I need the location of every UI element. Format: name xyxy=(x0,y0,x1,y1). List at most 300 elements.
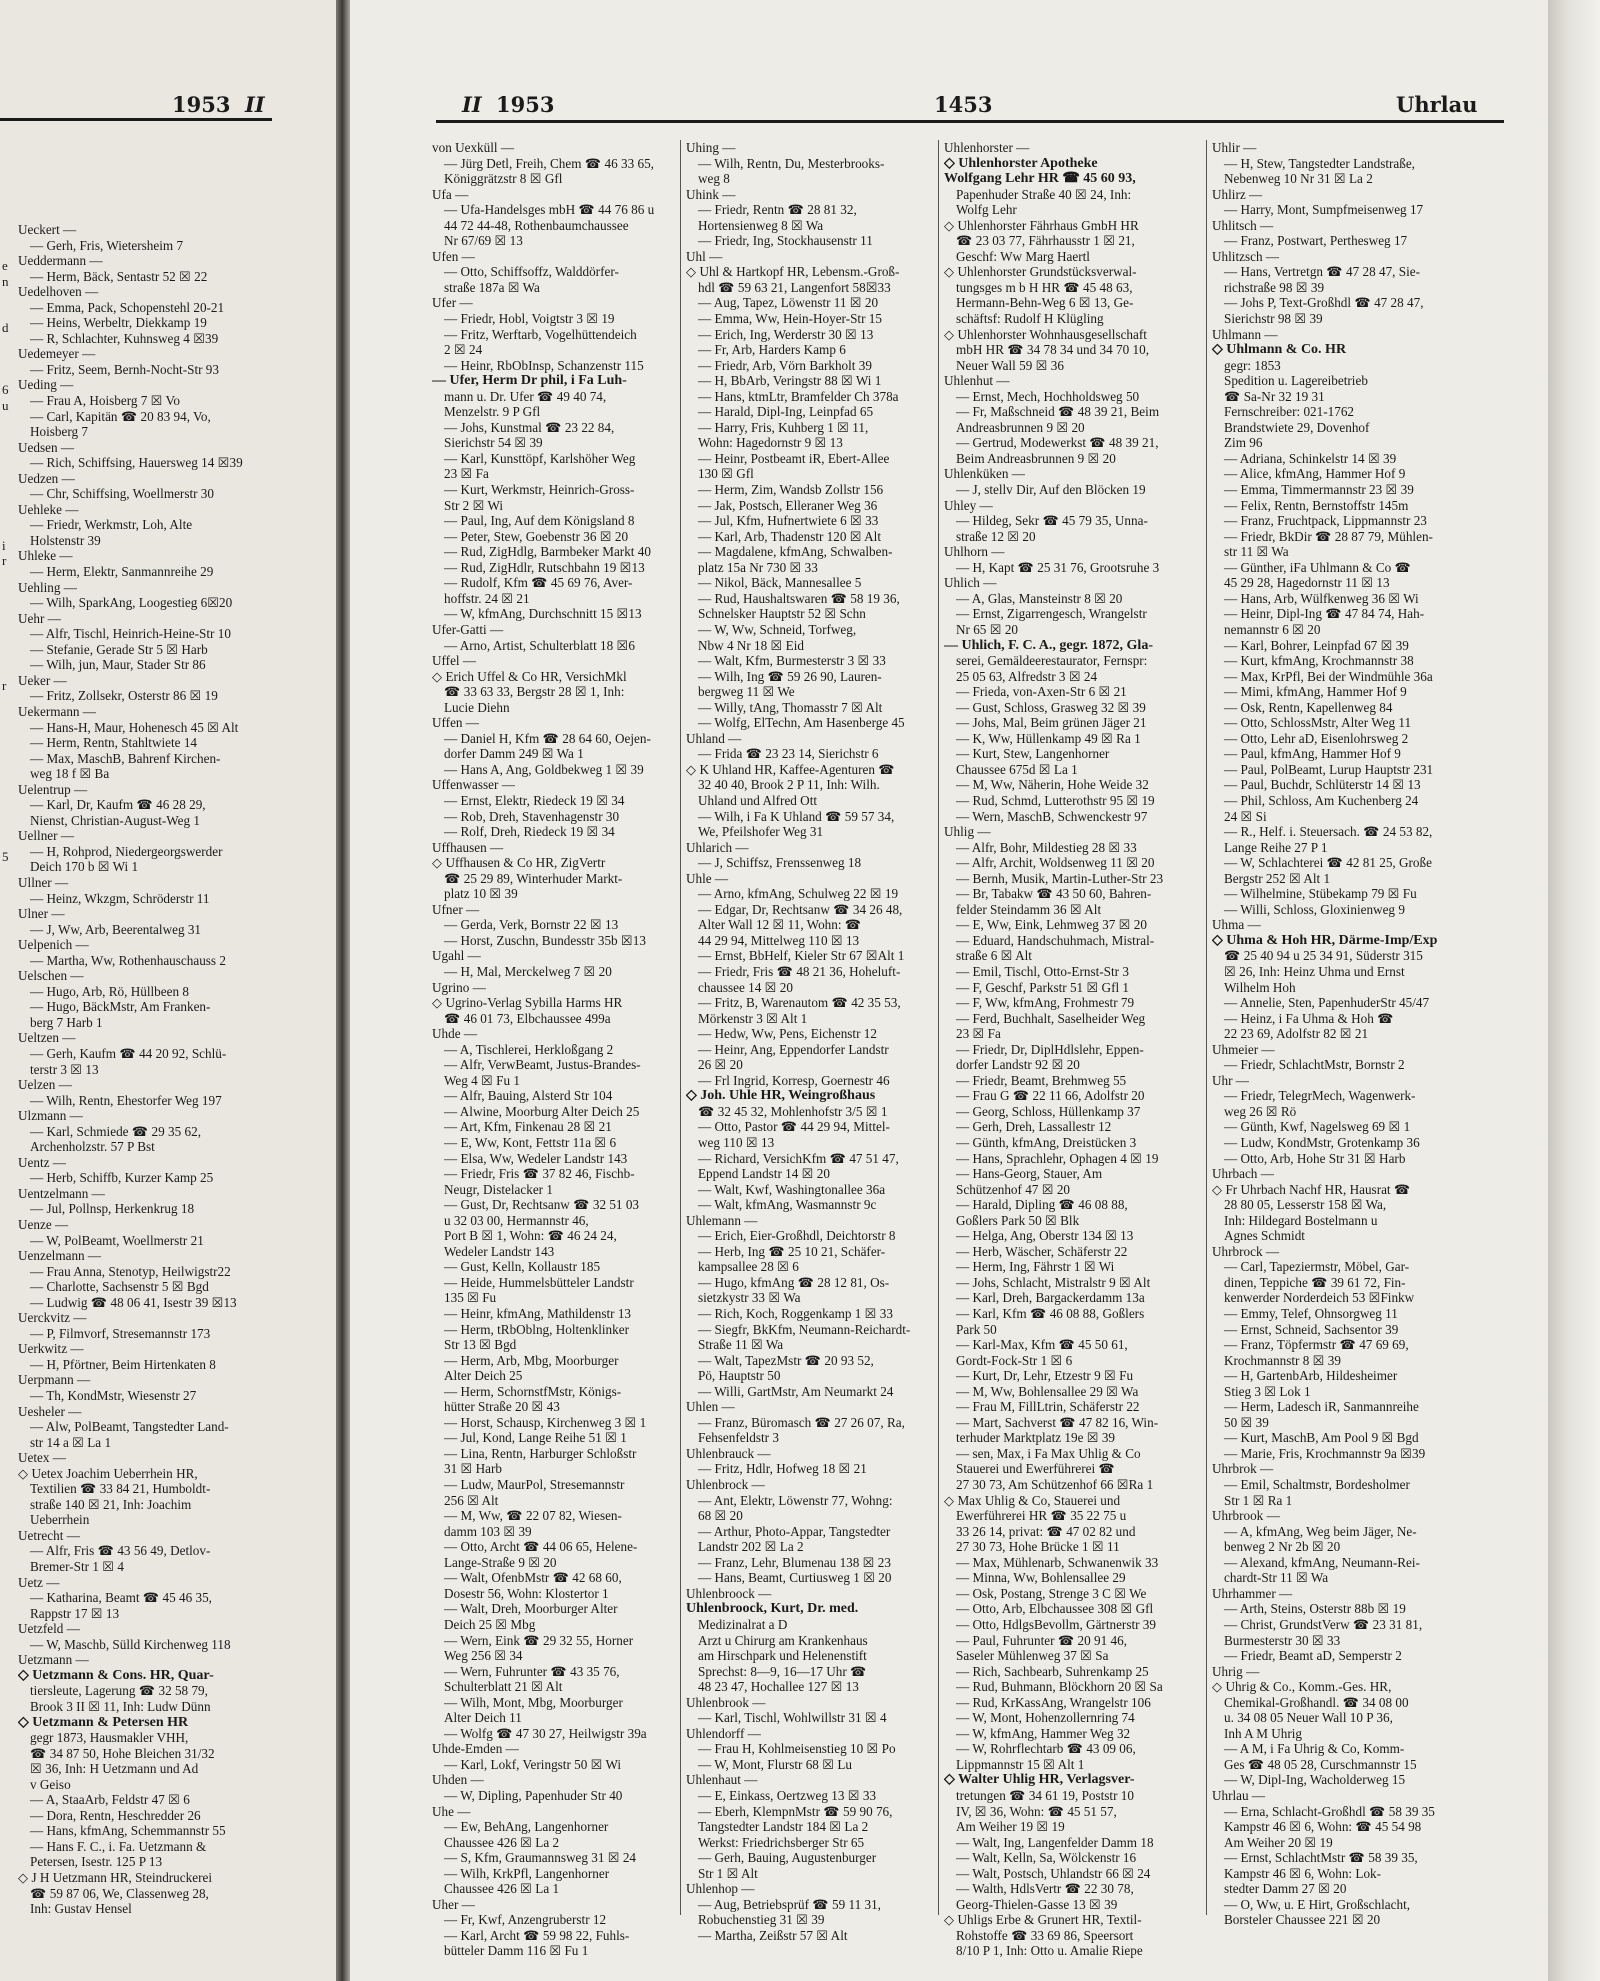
directory-entry-line: — Siegfr, BkKfm, Neumann-Reichardt- xyxy=(698,1321,911,1337)
directory-entry-line: bergweg 11 ☒ We xyxy=(698,684,795,700)
directory-entry-line: ☎ 23 03 77, Fährhausstr 1 ☒ 21, xyxy=(956,233,1135,249)
left-header-year: 1953 xyxy=(172,92,231,117)
directory-entry-line: — Ernst, SchlachtMstr ☎ 58 39 35, xyxy=(1224,1850,1418,1866)
directory-entry-line: terstr 3 ☒ 13 xyxy=(30,1061,99,1077)
directory-entry-line: — E, Einkass, Oertzweg 13 ☒ 33 xyxy=(698,1787,877,1803)
directory-entry-line: — Wern, MaschB, Schwenckestr 97 xyxy=(956,808,1148,824)
directory-entry-line: ◇ Max Uhlig & Co, Stauerei und xyxy=(944,1492,1121,1508)
directory-entry-line: ☎ 32 45 32, Mohlenhofstr 3/5 ☒ 1 xyxy=(698,1103,888,1119)
column-divider xyxy=(938,140,939,1915)
margin-letter: e xyxy=(2,258,8,273)
directory-entry-line: — Paul, PolBeamt, Lurup Hauptstr 231 xyxy=(1224,761,1434,777)
directory-entry-line: — Rob, Dreh, Stavenhagenstr 30 xyxy=(444,808,620,824)
directory-entry-line: Uffel — xyxy=(432,653,477,669)
directory-entry-line: Uentz — xyxy=(18,1154,66,1170)
directory-entry-line: — Alw, PolBeamt, Tangstedter Land- xyxy=(30,1419,229,1435)
directory-entry-line: — Otto, Arb, Elbchaussee 308 ☒ Gfl xyxy=(956,1601,1154,1617)
directory-entry-line: Straße 11 ☒ Wa xyxy=(698,1337,784,1353)
margin-letter xyxy=(2,724,12,740)
directory-entry-line: hoffstr. 24 ☒ 21 xyxy=(444,590,530,606)
directory-entry-line: benweg 2 Nr 2b ☒ 20 xyxy=(1224,1539,1341,1555)
directory-entry-line: Medizinalrat a D xyxy=(698,1616,788,1632)
directory-entry-line: — Gerh, Fris, Wietersheim 7 xyxy=(30,237,184,253)
directory-entry-line: — Max, MaschB, Bahrenf Kirchen- xyxy=(30,750,221,766)
directory-entry-line: bütteler Damm 116 ☒ Fu 1 xyxy=(444,1943,589,1959)
directory-entry-line: 44 72 44-48, Rothenbaumchaussee xyxy=(444,217,629,233)
directory-entry-line: Uedelhoven — xyxy=(18,284,99,300)
directory-entry-line: — Eduard, Handschuhmach, Mistral- xyxy=(956,932,1155,948)
directory-entry-line: Königgrätzstr 8 ☒ Gfl xyxy=(444,171,563,187)
directory-entry-line: Uelschen — xyxy=(18,968,84,984)
margin-letter xyxy=(2,600,12,616)
directory-entry-line: Ewerführerei HR ☎ 35 22 75 u xyxy=(956,1508,1127,1524)
directory-entry-line: Menzelstr. 9 P Gfl xyxy=(444,404,541,420)
directory-entry-line: Uhlenbrook — xyxy=(686,1694,766,1710)
directory-entry-line: — H, GartenbArb, Hildesheimer xyxy=(1224,1368,1398,1384)
column-divider xyxy=(1206,140,1207,1915)
directory-entry-line: straße 6 ☒ Alt xyxy=(956,948,1032,964)
directory-entry-line: — Hans-Georg, Stauer, Am xyxy=(956,1166,1103,1182)
directory-entry-line: Uhrbrook — xyxy=(1212,1508,1280,1524)
directory-entry-line: — W, Rohrflechtarb ☎ 43 09 06, xyxy=(956,1741,1136,1757)
directory-entry-line: terhuder Marktplatz 19e ☒ 39 xyxy=(956,1430,1116,1446)
directory-entry-line: — W, Dipling, Papenhuder Str 40 xyxy=(444,1787,623,1803)
directory-entry-line: — Phil, Schloss, Am Kuchenberg 24 xyxy=(1224,792,1419,808)
directory-entry-line: — Harald, Dipling ☎ 46 08 88, xyxy=(956,1197,1128,1213)
directory-entry-line: Uhle — xyxy=(686,870,729,886)
directory-entry-line: — Kurt, Dr, Lehr, Etzestr 9 ☒ Fu xyxy=(956,1368,1134,1384)
directory-entry-line: — Carl, Tapeziermstr, Möbel, Gar- xyxy=(1224,1259,1410,1275)
directory-entry-line: Uhrhammer — xyxy=(1212,1585,1293,1601)
directory-entry-line: Uhlenbroock — xyxy=(686,1585,772,1601)
directory-entry-line: Uhlenhaut — xyxy=(686,1772,758,1788)
directory-entry-line: Uetrecht — xyxy=(18,1527,80,1543)
directory-entry-line: — Karl, Tischl, Wohlwillstr 31 ☒ 4 xyxy=(698,1710,887,1726)
margin-letter xyxy=(2,445,12,461)
directory-entry-line: — Minna, Ww, Bohlensallee 29 xyxy=(956,1570,1126,1586)
directory-entry-line: — Alfr, Tischl, Heinrich-Heine-Str 10 xyxy=(30,626,231,642)
directory-entry-line: gegr 1873, Hausmakler VHH, xyxy=(30,1730,189,1746)
directory-entry-line: Ueberrhein xyxy=(30,1512,90,1528)
directory-column-2 xyxy=(686,140,926,1943)
margin-letter xyxy=(2,740,12,756)
directory-entry-line: — Rich, Schiffsing, Hauersweg 14 ☒39 xyxy=(30,455,243,471)
directory-entry-line: ☎ Sa-Nr 32 19 31 xyxy=(1224,388,1325,404)
directory-entry-line: — Friedr, TelegrMech, Wagenwerk- xyxy=(1224,1088,1416,1104)
directory-entry-line: — Erich, Eier-Großhdl, Deichtorstr 8 xyxy=(698,1228,896,1244)
directory-entry-line: — Arthur, Photo-Appar, Tangstedter xyxy=(698,1523,891,1539)
directory-entry-line: 31 ☒ Harb xyxy=(444,1461,502,1477)
directory-entry-line: — Willi, GartMstr, Am Neumarkt 24 xyxy=(698,1383,894,1399)
directory-entry-line: ◇ Uhligs Erbe & Grunert HR, Textil- xyxy=(944,1912,1142,1928)
directory-entry-line: Burmesterstr 30 ☒ 33 xyxy=(1224,1632,1341,1648)
directory-entry-line: — H, Pförtner, Beim Hirtenkaten 8 xyxy=(30,1356,216,1372)
directory-entry-line: — Walt, Kfm, Burmesterstr 3 ☒ 33 xyxy=(698,653,886,669)
directory-entry-line: Nebenweg 10 Nr 31 ☒ La 2 xyxy=(1224,171,1373,187)
directory-entry-line: Wilhelm Hoh xyxy=(1224,979,1296,995)
directory-entry-line: Brandstwiete 29, Dovenhof xyxy=(1224,419,1370,435)
directory-entry-line: Uher — xyxy=(432,1896,475,1912)
directory-entry-line: Ueker — xyxy=(18,672,67,688)
directory-entry-line: Kampstr 46 ☒ 6, Wohn: Lok- xyxy=(1224,1865,1382,1881)
margin-letter xyxy=(2,631,12,647)
directory-entry-line: felder Steindamm 36 ☒ Alt xyxy=(956,901,1102,917)
directory-entry-line: — Karl, Kunsttöpf, Karlshöher Weg xyxy=(444,450,636,466)
directory-entry-line: Andreasbrunnen 9 ☒ 20 xyxy=(956,419,1085,435)
directory-entry-line: — Aug, Betriebsprüf ☎ 59 11 31, xyxy=(698,1896,881,1912)
directory-entry-line: — Walt, Postsch, Uhlandstr 66 ☒ 24 xyxy=(956,1865,1151,1881)
directory-entry-line: Str 1 ☒ Ra 1 xyxy=(1224,1492,1293,1508)
directory-entry-line: — Frau A, Hoisberg 7 ☒ Vo xyxy=(30,393,180,409)
directory-entry-line: Uffenwasser — xyxy=(432,777,515,793)
margin-letter: d xyxy=(2,320,9,336)
directory-entry-line: Uedsen — xyxy=(18,439,75,455)
directory-entry-line: — E, Ww, Kont, Fettstr 11a ☒ 6 xyxy=(444,1135,617,1150)
directory-entry-line: Eppend Landstr 14 ☒ 20 xyxy=(698,1166,830,1182)
directory-entry-line: Sierichstr 98 ☒ 39 xyxy=(1224,311,1323,327)
directory-entry-line: Uedzen — xyxy=(18,470,75,486)
directory-entry-line: — Emmy, Telef, Ohnsorgweg 11 xyxy=(1224,1306,1398,1322)
directory-entry-line: — Kurt, kfmAng, Krochmannstr 38 xyxy=(1224,653,1414,669)
directory-entry-line: Uhma — xyxy=(1212,917,1261,933)
directory-entry-line: — Alfr, Bauing, Alsterd Str 104 xyxy=(444,1088,613,1104)
left-directory-column xyxy=(18,222,318,1917)
directory-entry-line: 27 30 73, Hohe Brücke 1 ☒ 11 xyxy=(956,1539,1120,1555)
directory-entry-line: — Charlotte, Sachsenstr 5 ☒ Bgd xyxy=(30,1279,209,1295)
directory-entry-line: Ufner — xyxy=(432,901,480,917)
directory-column-3 xyxy=(944,140,1184,1959)
directory-entry-line: Uhlich — xyxy=(944,575,997,591)
directory-entry-line: — Walt, kfmAng, Wasmannstr 9c xyxy=(698,1197,877,1213)
directory-entry-line: — Ernst, Elektr, Riedeck 19 ☒ 34 xyxy=(444,792,625,808)
directory-entry-line: — Harald, Dipl-Ing, Leinpfad 65 xyxy=(698,404,874,420)
margin-letter xyxy=(2,818,12,834)
margin-letter xyxy=(2,569,12,585)
directory-entry-line: Lippmannstr 15 ☒ Alt 1 xyxy=(956,1756,1085,1772)
directory-entry-line: — Emma, Ww, Hein-Hoyer-Str 15 xyxy=(698,311,882,327)
directory-entry-line: Uelzen — xyxy=(18,1077,72,1093)
directory-entry-line: — Ew, BehAng, Langenhorner xyxy=(444,1819,609,1835)
directory-entry-line: — Gerda, Verk, Bornstr 22 ☒ 13 xyxy=(444,917,619,933)
directory-entry-line: — Karl, Dreh, Bargackerdamm 13a xyxy=(956,1290,1145,1306)
directory-entry-line: Pö, Hauptstr 50 xyxy=(698,1368,781,1384)
directory-entry-line: — Johs, Kunstmal ☎ 23 22 84, xyxy=(444,419,615,435)
directory-entry-line: ◇ Uetzmann & Petersen HR xyxy=(18,1714,189,1730)
directory-entry-line: — Frida ☎ 23 23 14, Sierichstr 6 xyxy=(698,746,879,762)
directory-entry-line: — A, Glas, Mansteinstr 8 ☒ 20 xyxy=(956,590,1123,606)
directory-entry-line: — Fritz, Hdlr, Hofweg 18 ☒ 21 xyxy=(698,1461,867,1477)
directory-entry-line: Uhde — xyxy=(432,1026,478,1042)
directory-entry-line: — J, Schiffsz, Frenssenweg 18 xyxy=(698,855,862,871)
directory-entry-line: — Dora, Rentn, Heschredder 26 xyxy=(30,1807,201,1823)
directory-entry-line: — Walt, OfenbMstr ☎ 42 68 60, xyxy=(444,1570,622,1586)
directory-entry-line: — A, StaaArb, Feldstr 47 ☒ 6 xyxy=(30,1792,190,1808)
directory-entry-line: — Richard, VersichKfm ☎ 47 51 47, xyxy=(698,1150,899,1166)
margin-letter xyxy=(2,305,12,321)
directory-entry-line: — Ernst, Zigarrengesch, Wrangelstr xyxy=(956,606,1147,622)
directory-entry-line: — Wilh, i Fa K Uhland ☎ 59 57 34, xyxy=(698,808,895,824)
directory-entry-line: Uerpmann — xyxy=(18,1372,91,1388)
directory-entry-line: — Karl, Dr, Kaufm ☎ 46 28 29, xyxy=(30,797,206,813)
directory-entry-line: Chaussee 675d ☒ La 1 xyxy=(956,761,1078,777)
directory-entry-line: — Harry, Mont, Sumpfmeisenweg 17 xyxy=(1224,202,1424,218)
directory-entry-line: — Wern, Eink ☎ 29 32 55, Horner xyxy=(444,1632,634,1648)
directory-entry-line: Ufer — xyxy=(432,295,473,311)
directory-entry-line: Uetzmann — xyxy=(18,1652,89,1668)
directory-entry-line: — K, Ww, Hüllenkamp 49 ☒ Ra 1 xyxy=(956,730,1141,746)
column-divider xyxy=(680,140,681,1915)
margin-letters xyxy=(2,258,12,864)
margin-letter xyxy=(2,522,12,538)
directory-entry-line: — A M, i Fa Uhrig & Co, Komm- xyxy=(1224,1741,1405,1757)
directory-entry-line: Sierichstr 54 ☒ 39 xyxy=(444,435,543,451)
directory-entry-line: — M, Ww, ☎ 22 07 82, Wiesen- xyxy=(444,1508,622,1524)
directory-entry-line: weg 26 ☒ Rö xyxy=(1224,1103,1297,1119)
directory-entry-line: — Heinz, i Fa Uhma & Hoh ☎ xyxy=(1224,1010,1394,1026)
directory-entry-line: Ueding — xyxy=(18,377,74,393)
directory-column-4 xyxy=(1212,140,1452,1928)
directory-entry-line: Uhley — xyxy=(944,497,993,513)
directory-entry-line: — Frau M, FillLtrin, Schäferstr 22 xyxy=(956,1399,1140,1415)
directory-entry-line: Krochmannstr 8 ☒ 39 xyxy=(1224,1352,1341,1368)
directory-entry-line: — Hans, kfmAng, Schemmannstr 55 xyxy=(30,1823,226,1839)
directory-entry-line: Papenhuder Straße 40 ☒ 24, Inh: xyxy=(956,186,1132,202)
directory-entry-line: — Georg, Schloss, Hüllenkamp 37 xyxy=(956,1103,1141,1119)
directory-entry-line: — Uhlich, F. C. A., gegr. 1872, Gla- xyxy=(944,637,1153,653)
directory-entry-line: — Emma, Pack, Schopenstehl 20-21 xyxy=(30,299,225,315)
directory-entry-line: — Paul, kfmAng, Hammer Hof 9 xyxy=(1224,746,1401,762)
directory-entry-line: Alter Deich 11 xyxy=(444,1710,522,1726)
directory-entry-line: chardt-Str 11 ☒ Wa xyxy=(1224,1570,1329,1586)
directory-entry-line: Chaussee 426 ☒ La 1 xyxy=(444,1881,560,1897)
directory-entry-line: — Fr, Arb, Harders Kamp 6 xyxy=(698,342,846,358)
directory-entry-line: — Günth, Kwf, Nagelsweg 69 ☒ 1 xyxy=(1224,1119,1411,1135)
directory-entry-line: — Johs, Mal, Beim grünen Jäger 21 xyxy=(956,715,1147,731)
directory-entry-line: — Chr, Schiffsing, Woellmerstr 30 xyxy=(30,486,214,502)
directory-entry-line: Uhmeier — xyxy=(1212,1041,1275,1057)
directory-entry-line: — W, Maschb, Sülld Kirchenweg 118 xyxy=(30,1636,231,1652)
directory-entry-line: Alter Deich 25 xyxy=(444,1368,523,1384)
directory-entry-line: 26 ☒ 20 xyxy=(698,1057,743,1073)
directory-entry-line: — Wilhelmine, Stübekamp 79 ☒ Fu xyxy=(1224,886,1417,902)
directory-entry-line: — Herm, Ing, Fährstr 1 ☒ Wi xyxy=(956,1259,1115,1275)
directory-entry-line: — Otto, Schiffsoffz, Walddörfer- xyxy=(444,264,619,280)
left-header-rule xyxy=(0,118,272,121)
directory-entry-line: — Lina, Rentn, Harburger Schloßstr xyxy=(444,1445,637,1461)
directory-entry-line: — H, Kapt ☎ 25 31 76, Grootsruhe 3 xyxy=(956,559,1160,575)
directory-entry-line: ☎ 25 29 89, Winterhuder Markt- xyxy=(444,870,623,886)
margin-letter xyxy=(2,507,12,523)
directory-entry-line: Goßlers Park 50 ☒ Blk xyxy=(956,1212,1080,1228)
directory-entry-line: — A, Tischlerei, Herkloßgang 2 xyxy=(444,1041,614,1057)
directory-entry-line: — F, Geschf, Parkstr 51 ☒ Gfl 1 xyxy=(956,979,1130,995)
directory-entry-line: — Hans, ktmLtr, Bramfelder Ch 378a xyxy=(698,388,899,404)
directory-entry-line: — Karl, Lokf, Veringstr 50 ☒ Wi xyxy=(444,1756,622,1772)
directory-entry-line: Uerkwitz — xyxy=(18,1341,84,1357)
directory-entry-line: — Fritz, Zollsekr, Osterstr 86 ☒ 19 xyxy=(30,688,218,704)
directory-entry-line: — Fritz, Seem, Bernh-Nocht-Str 93 xyxy=(30,361,219,377)
directory-entry-line: — Mart, Sachverst ☎ 47 82 16, Win- xyxy=(956,1414,1159,1430)
directory-entry-line: Tangstedter Landstr 184 ☒ La 2 xyxy=(698,1819,869,1835)
margin-letter xyxy=(2,771,12,787)
directory-entry-line: — Fr, Maßschneid ☎ 48 39 21, Beim xyxy=(956,404,1160,420)
directory-entry-line: Neuer Wall 59 ☒ 36 xyxy=(956,357,1064,373)
directory-entry-line: — Herm, Elektr, Sanmannreihe 29 xyxy=(30,564,214,580)
directory-entry-line: richstraße 98 ☒ 39 xyxy=(1224,279,1325,295)
directory-entry-line: — Jul, Pollnsp, Herkenkrug 18 xyxy=(30,1201,195,1217)
margin-letter xyxy=(2,833,12,849)
right-header-volume: II xyxy=(462,92,482,117)
directory-entry-line: Nr 67/69 ☒ 13 xyxy=(444,233,523,249)
directory-entry-line: — Katharina, Beamt ☎ 45 46 35, xyxy=(30,1590,212,1606)
directory-entry-line: kenwerder Norderdeich 53 ☒Finkw xyxy=(1224,1290,1415,1306)
directory-entry-line: — Friedr, Hobl, Voigtstr 3 ☒ 19 xyxy=(444,311,615,327)
directory-entry-line: — Elsa, Ww, Wedeler Landstr 143 xyxy=(444,1150,628,1166)
directory-entry-line: — Ludw, MaurPol, Stresemannstr xyxy=(444,1477,625,1493)
directory-entry-line: — Ant, Elektr, Löwenstr 77, Wohng: xyxy=(698,1492,893,1508)
directory-entry-line: — Rud, Haushaltswaren ☎ 58 19 36, xyxy=(698,590,900,606)
directory-entry-line: — Daniel H, Kfm ☎ 28 64 60, Oejen- xyxy=(444,730,651,746)
directory-entry-line: Hortensienweg 8 ☒ Wa xyxy=(698,217,824,233)
directory-entry-line: — O, Ww, u. E Hirt, Großschlacht, xyxy=(1224,1896,1411,1912)
book-gutter xyxy=(336,0,350,1981)
directory-entry-line: Uhlmann — xyxy=(1212,326,1278,342)
directory-entry-line: Str 2 ☒ Wi xyxy=(444,497,504,513)
directory-entry-line: — Hugo, kfmAng ☎ 28 12 81, Os- xyxy=(698,1274,890,1290)
directory-entry-line: mbH HR ☎ 34 78 34 und 34 70 10, xyxy=(956,342,1149,358)
directory-entry-line: — H, BbArb, Veringstr 88 ☒ Wi 1 xyxy=(698,373,882,389)
directory-entry-line: — sen, Max, i Fa Max Uhlig & Co xyxy=(956,1445,1141,1461)
directory-entry-line: — W, PolBeamt, Woellmerstr 21 xyxy=(30,1232,204,1248)
directory-entry-line: — Rud, KrKassAng, Wrangelstr 106 xyxy=(956,1694,1151,1710)
directory-entry-line: Uhlir — xyxy=(1212,140,1257,155)
directory-entry-line: Brook 3 II ☒ 11, Inh: Ludw Dünn xyxy=(30,1698,211,1714)
directory-entry-line: ◇ Fr Uhrbach Nachf HR, Hausrat ☎ xyxy=(1212,1181,1411,1197)
directory-entry-line: Uetzfeld — xyxy=(18,1621,80,1637)
directory-entry-line: Nr 65 ☒ 20 xyxy=(956,621,1019,637)
directory-entry-line: — Walt, Kwf, Washingtonallee 36a xyxy=(698,1181,886,1197)
directory-entry-line: ☎ 59 87 06, We, Classenweg 28, xyxy=(30,1885,209,1901)
directory-entry-line: — Wilh, Ing ☎ 59 26 90, Lauren- xyxy=(698,668,882,684)
directory-entry-line: — Arno, Artist, Schulterblatt 18 ☒6 xyxy=(444,637,635,653)
directory-entry-line: chaussee 14 ☒ 20 xyxy=(698,979,793,995)
directory-entry-line: Uhlenbrock — xyxy=(686,1477,765,1493)
directory-entry-line: Weg 256 ☒ 34 xyxy=(444,1648,523,1664)
directory-entry-line: — Karl-Max, Kfm ☎ 45 50 61, xyxy=(956,1337,1128,1353)
directory-entry-line: — Frau H, Kohlmeisenstieg 10 ☒ Po xyxy=(698,1741,896,1757)
directory-entry-line: schäftsf: Rudolf H Klügling xyxy=(956,311,1104,327)
directory-entry-line: ◇ Uhlenhorster Fährhaus GmbH HR xyxy=(944,217,1139,233)
directory-entry-line: — Max, Mühlenarb, Schwanenwik 33 xyxy=(956,1554,1159,1570)
directory-entry-line: — Walt, Dreh, Moorburger Alter xyxy=(444,1601,618,1617)
directory-entry-line: — Arth, Steins, Osterstr 88b ☒ 19 xyxy=(1224,1601,1406,1617)
margin-letter xyxy=(2,616,12,632)
directory-entry-line: sietzkystr 33 ☒ Wa xyxy=(698,1290,801,1306)
directory-entry-line: — Fr, Kwf, Anzengruberstr 12 xyxy=(444,1912,607,1928)
directory-entry-line: — Martha, Ww, Rothenhauschauss 2 xyxy=(30,952,226,968)
directory-entry-line: — Karl, Schmiede ☎ 29 35 62, xyxy=(30,1123,201,1139)
directory-entry-line: Archenholzstr. 57 P Bst xyxy=(30,1139,155,1155)
directory-entry-line: — Hans-H, Maur, Hohenesch 45 ☒ Alt xyxy=(30,719,239,735)
directory-entry-line: — W, Schlachterei ☎ 42 81 25, Große xyxy=(1224,855,1432,871)
directory-entry-line: 23 ☒ Fa xyxy=(956,1026,1001,1042)
directory-entry-line: Uenze — xyxy=(18,1217,69,1232)
directory-entry-line: ◇ J H Uetzmann HR, Steindruckerei xyxy=(18,1869,212,1885)
directory-entry-line: straße 12 ☒ 20 xyxy=(956,528,1036,544)
directory-entry-line: — Horst, Schausp, Kirchenweg 3 ☒ 1 xyxy=(444,1414,647,1430)
directory-entry-line: Werkst: Friedrichsberger Str 65 xyxy=(698,1834,865,1850)
directory-entry-line: — W, kfmAng, Hammer Weg 32 xyxy=(956,1725,1131,1741)
directory-entry-line: — Rudolf, Kfm ☎ 45 69 76, Aver- xyxy=(444,575,633,591)
directory-entry-line: — Aug, Tapez, Löwenstr 11 ☒ 20 xyxy=(698,295,879,311)
directory-entry-line: Uellner — xyxy=(18,828,75,844)
directory-entry-line: — Friedr, Beamt aD, Semperstr 2 xyxy=(1224,1648,1402,1664)
directory-entry-line: — Ernst, BbHelf, Kieler Str 67 ☒Alt 1 xyxy=(698,948,905,964)
directory-entry-line: Ulner — xyxy=(18,906,65,922)
directory-entry-line: dorfer Damm 249 ☒ Wa 1 xyxy=(444,746,584,762)
directory-entry-line: Petersen, Isestr. 125 P 13 xyxy=(30,1854,163,1870)
directory-entry-line: — Wolfg, ElTechn, Am Hasenberge 45 xyxy=(698,715,905,731)
directory-entry-line: — Gertrud, Modewerkst ☎ 48 39 21, xyxy=(956,435,1159,451)
directory-entry-line: ☒ 26, Inh: Heinz Uhma und Ernst xyxy=(1224,963,1405,979)
directory-entry-line: — Wilh, SparkAng, Loogestieg 6☒20 xyxy=(30,595,233,611)
directory-entry-line: — Friedr, Arb, Vörn Barkholt 39 xyxy=(698,357,872,373)
margin-letter xyxy=(2,584,12,600)
directory-entry-line: — Johs P, Text-Großhdl ☎ 47 28 47, xyxy=(1224,295,1424,311)
directory-entry-line: Alter Wall 12 ☒ 11, Wohn: ☎ xyxy=(698,917,862,933)
directory-entry-line: IV, ☒ 36, Wohn: ☎ 45 51 57, xyxy=(956,1803,1117,1819)
directory-entry-line: — Herm, Arb, Mbg, Moorburger xyxy=(444,1352,619,1368)
directory-entry-line: berg 7 Harb 1 xyxy=(30,1014,103,1030)
directory-entry-line: — Magdalene, kfmAng, Schwalben- xyxy=(698,544,893,560)
directory-entry-line: stedter Damm 27 ☒ 20 xyxy=(1224,1881,1347,1897)
directory-entry-line: kampsallee 28 ☒ 6 xyxy=(698,1259,799,1275)
directory-entry-line: Lange-Straße 9 ☒ 20 xyxy=(444,1554,557,1570)
directory-entry-line: — Kurt, Stew, Langenhorner xyxy=(956,746,1110,762)
directory-entry-line: Uelpenich — xyxy=(18,937,89,953)
directory-entry-line: ◇ Uhlenhorster Grundstücksverwal- xyxy=(944,264,1137,280)
directory-entry-line: — M, Ww, Bohlensallee 29 ☒ Wa xyxy=(956,1383,1139,1399)
directory-entry-line: — M, Ww, Näherin, Hohe Weide 32 xyxy=(956,777,1149,793)
margin-letter xyxy=(2,289,12,305)
directory-entry-line: ☒ 36, Inh: H Uetzmann und Ad xyxy=(30,1761,199,1777)
directory-entry-line: Uhland — xyxy=(686,730,742,746)
directory-entry-line: — Otto, HdlgsBevollm, Gärtnerstr 39 xyxy=(956,1616,1156,1632)
directory-entry-line: — Friedr, Werkmstr, Loh, Alte xyxy=(30,517,193,533)
directory-entry-line: — Otto, Archt ☎ 44 06 65, Helene- xyxy=(444,1539,638,1555)
directory-entry-line: Rappstr 17 ☒ 13 xyxy=(30,1605,120,1621)
directory-entry-line: Ueddermann — xyxy=(18,253,103,269)
directory-entry-line: Ullner — xyxy=(18,874,69,890)
directory-entry-line: — Fritz, Werftarb, Vogelhüttendeich xyxy=(444,326,637,342)
margin-letter xyxy=(2,460,12,476)
directory-entry-line: 8/10 P 1, Inh: Otto u. Amalie Riepe xyxy=(956,1943,1143,1959)
directory-entry-line: Uhlig — xyxy=(944,824,991,840)
directory-entry-line: straße 187a ☒ Wa xyxy=(444,279,540,295)
directory-entry-line: ◇ Uhlenhorster Apotheke xyxy=(944,155,1098,171)
directory-entry-line: — Marie, Fris, Krochmannstr 9a ☒39 xyxy=(1224,1445,1426,1461)
margin-letter xyxy=(2,756,12,772)
directory-entry-line: Uhden — xyxy=(432,1772,484,1788)
directory-entry-line: — Frl Ingrid, Korresp, Goernestr 46 xyxy=(698,1072,890,1088)
margin-letter: i xyxy=(2,537,6,553)
left-header-volume: II xyxy=(245,92,265,117)
directory-entry-line: Uhlemann — xyxy=(686,1212,758,1228)
margin-letter xyxy=(2,662,12,678)
directory-entry-line: 45 29 28, Hagedornstr 11 ☒ 13 xyxy=(1224,575,1390,591)
directory-entry-line: Wolfg Lehr xyxy=(956,202,1017,218)
directory-entry-line: Ueltzen — xyxy=(18,1030,76,1046)
